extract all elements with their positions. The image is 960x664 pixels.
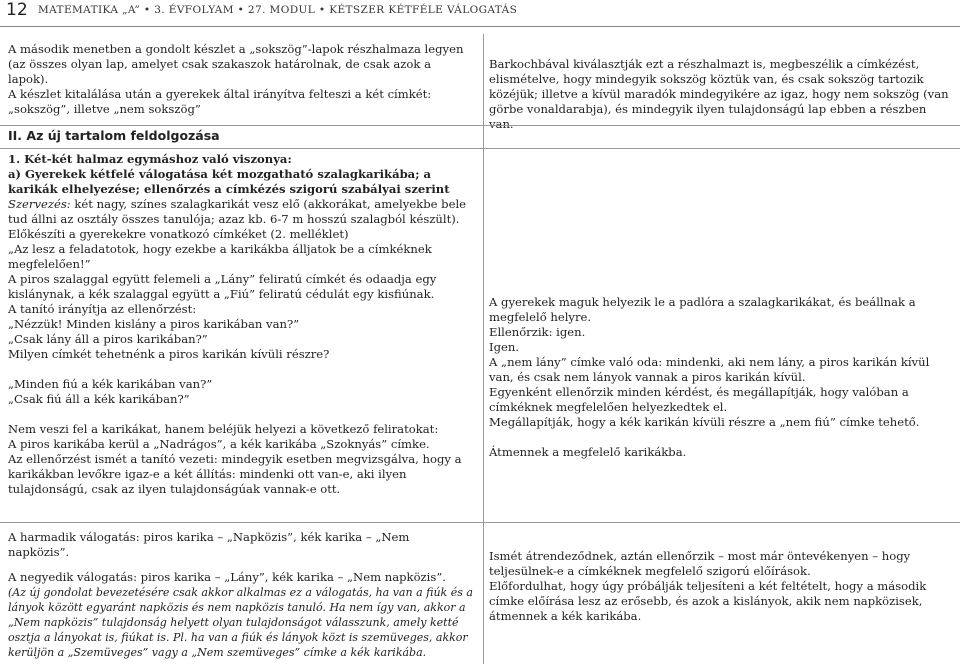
p-red-ring: A piros szalaggal együtt felemeli a „Lány” feliratú címkét és odaadja egy kislánynak, a kék szalaggal együtt a „Fiú” feliratú cédulát egy kisfiúnak. xyxy=(8,272,437,301)
page-number: 12 xyxy=(6,0,28,20)
intro-left-p1: A második menetben a gondolt készlet a „sokszög”-lapok részhalmaza legyen (az összes olyan lap, amelyet csak szakaszok határolnak, de csak azok a lapok). xyxy=(8,42,464,86)
p-note: (Az új gondolat bevezetésére csak akkor alkalmas ez a válogatás, ha van a fiúk és a lányok között egyaránt napközis és nem napközis tanuló. Ha nem így van, akkor a „Nem napközis” tulajdonság helyett olyan tulajdonságot válasszunk, amely ketté osztja a lányokat is, fiúkat is. Pl. ha van a fiúk és lányok közt is szemüveges, akkor kerüljön a „Szemüveges” vagy a „Nem szemüveges” címke a kék karikába. xyxy=(8,586,473,659)
intro-right xyxy=(489,57,951,132)
right-r9: Előfordulhat, hogy úgy próbálják teljesíteni a két feltételt, hogy a második címke előírása lesz az erősebb, és azok a kislányok, akik nem napközisek, átmennek a kék karikába. xyxy=(489,579,927,623)
task1-subtitle: a) Gyerekek kétfelé válogatása két mozgatható szalagkarikába; a karikák elhelyezése; ellenőrzés a címkézés szigorú szabályai szerint xyxy=(8,167,450,196)
intro-left-p2: A készlet kitalálása után a gyerekek által irányítva felteszi a két címkét: „sokszög”, illetve „nem sokszög” xyxy=(8,87,432,116)
column-divider xyxy=(483,34,484,664)
p-third: A harmadik válogatás: piros karika – „Napközis”, kék karika – „Nem napközis”. xyxy=(8,530,410,559)
setup-label: Szervezés: xyxy=(8,197,71,211)
question-3: Milyen címkét tehetnénk a piros karikán kívüli részre? xyxy=(8,347,330,361)
p-rings: Nem veszi fel a karikákat, hanem beléjük helyezi a következő feliratokat: xyxy=(8,422,439,436)
task1-right-bottom xyxy=(489,549,951,624)
task1-left xyxy=(8,152,474,497)
task1-left-bottom xyxy=(8,530,474,660)
header-rule xyxy=(0,26,960,27)
right-r1: A gyerekek maguk helyezik le a padlóra a szalagkarikákat, és beállnak a megfelelő helyre. xyxy=(489,295,916,324)
question-5: „Csak fiú áll a kék karikában?” xyxy=(8,392,190,406)
p-check: Az ellenőrzést ismét a tanító vezeti: mindegyik esetben megvizsgálva, hogy a karikákban levőkre igaz-e a két állítás: mindenki ott van-e, aki ilyen tulajdonságú, csak az ilyen tulajdonságúak vannak-e ott. xyxy=(8,452,462,496)
intro-right-p1: Barkochbával kiválasztják ezt a részhalmazt is, megbeszélik a címkézést, elismételve, hogy mindegyik sokszög köztük van, és csak sokszög tartozik közéjük; illetve a kívül maradók mindegyikére az igaz, hogy nem sokszög (van görbe vonaldarabja), és mindegyik ilyen tulajdonságú lap ebben a részben van. xyxy=(489,57,949,131)
right-r4: A „nem lány” címke való oda: mindenki, aki nem lány, a piros karikán kívül van, és csak nem lányok vannak a piros karikán kívül. xyxy=(489,355,930,384)
task1-title: 1. Két-két halmaz egymáshoz való viszonya: xyxy=(8,152,292,166)
row-divider-2 xyxy=(0,148,960,149)
row-divider-3 xyxy=(0,522,960,523)
setup-text: két nagy, színes szalagkarikát vesz elő (akkorákat, amelyekbe bele tud állni az osztály összes tanulója; azaz kb. 6-7 m hosszú szalagból készült). Előkészíti a gyerekekre vonatkozó címkéket (2. melléklet) xyxy=(8,197,467,241)
p-fourth: A negyedik válogatás: piros karika – „Lány”, kék karika – „Nem napközis”. xyxy=(8,570,446,584)
right-r7: Átmennek a megfelelő karikákba. xyxy=(489,445,687,459)
quote1: „Az lesz a feladatotok, hogy ezekbe a karikákba álljatok be a címkéknek megfelelően!” xyxy=(8,242,432,271)
row-divider-1 xyxy=(0,125,960,126)
right-r5: Egyenként ellenőrzik minden kérdést, és megállapítják, hogy valóban a címkéknek megfelelően helyezkedtek el. xyxy=(489,385,909,414)
question-4: „Minden fiú a kék karikában van?” xyxy=(8,377,213,391)
right-r3: Igen. xyxy=(489,340,520,354)
task1-right xyxy=(489,295,951,460)
right-r6: Megállapítják, hogy a kék karikán kívüli részre a „nem fiú” címke tehető. xyxy=(489,415,920,429)
right-r8: Ismét átrendeződnek, aztán ellenőrzik – most már öntevékenyen – hogy teljesülnek-e a címkéknek megfelelő szigorú előírások. xyxy=(489,549,911,578)
intro-left xyxy=(8,42,474,117)
p-teacher: A tanító irányítja az ellenőrzést: xyxy=(8,302,197,316)
right-r2: Ellenőrzik: igen. xyxy=(489,325,586,339)
p-labels: A piros karikába kerül a „Nadrágos”, a kék karikába „Szoknyás” címke. xyxy=(8,437,430,451)
page-header xyxy=(0,0,960,26)
question-1: „Nézzük! Minden kislány a piros karikában van?” xyxy=(8,317,300,331)
question-2: „Csak lány áll a piros karikában?” xyxy=(8,332,208,346)
running-title: MATEMATIKA „A” • 3. ÉVFOLYAM • 27. MODUL • KÉTSZER KÉTFÉLE VÁLOGATÁS xyxy=(38,4,518,16)
section-title: II. Az új tartalom feldolgozása xyxy=(8,128,220,143)
task1-setup xyxy=(8,197,474,242)
